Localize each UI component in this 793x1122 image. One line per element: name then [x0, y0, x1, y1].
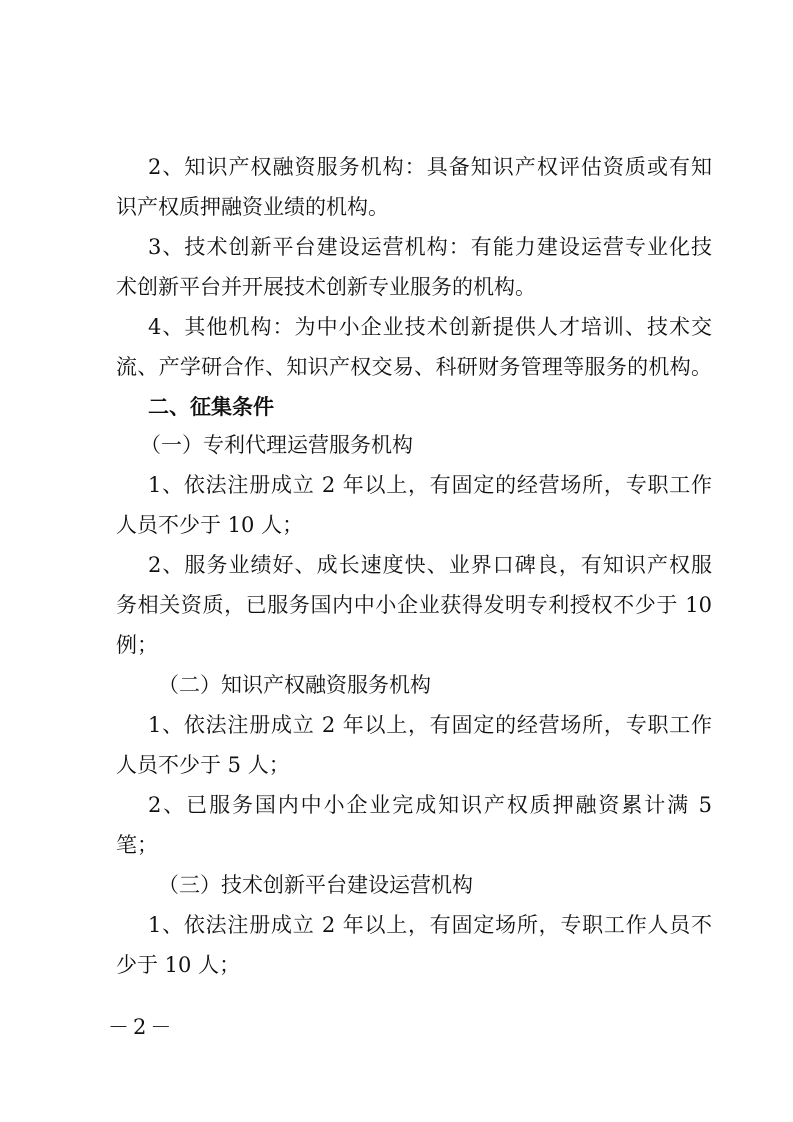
subsection-heading: （三）技术创新平台建设运营机构 — [158, 873, 473, 897]
paragraph-line: 人员不少于 5 人； — [116, 753, 290, 777]
page-number: －2－ — [108, 1015, 176, 1039]
paragraph-line: 笔； — [116, 833, 158, 857]
paragraph-line: 术创新平台并开展技术创新专业服务的机构。 — [116, 275, 536, 299]
section-heading: 二、征集条件 — [148, 395, 274, 419]
subsection-heading: （一）专利代理运营服务机构 — [140, 433, 413, 457]
paragraph-line: 识产权质押融资业绩的机构。 — [116, 195, 389, 219]
paragraph-line: 4、其他机构：为中小企业技术创新提供人才培训、技术交 — [148, 315, 712, 339]
paragraph-line: 例； — [116, 633, 158, 657]
paragraph-line: 少于 10 人； — [116, 953, 241, 977]
subsection-heading: （二）知识产权融资服务机构 — [158, 673, 431, 697]
paragraph-line: 1、依法注册成立 2 年以上，有固定场所，专职工作人员不 — [148, 913, 712, 937]
paragraph-line: 2、知识产权融资服务机构：具备知识产权评估资质或有知 — [148, 155, 712, 179]
paragraph-line: 2、服务业绩好、成长速度快、业界口碑良，有知识产权服 — [148, 553, 712, 577]
paragraph-line: 1、依法注册成立 2 年以上，有固定的经营场所，专职工作 — [148, 713, 712, 737]
paragraph-line: 务相关资质，已服务国内中小企业获得发明专利授权不少于 10 — [116, 593, 712, 617]
paragraph-line: 流、产学研合作、知识产权交易、科研财务管理等服务的机构。 — [116, 355, 712, 379]
paragraph-line: 人员不少于 10 人； — [116, 513, 304, 537]
paragraph-line: 1、依法注册成立 2 年以上，有固定的经营场所，专职工作 — [148, 473, 712, 497]
paragraph-line: 3、技术创新平台建设运营机构：有能力建设运营专业化技 — [148, 235, 712, 259]
paragraph-line: 2、已服务国内中小企业完成知识产权质押融资累计满 5 — [148, 793, 712, 817]
